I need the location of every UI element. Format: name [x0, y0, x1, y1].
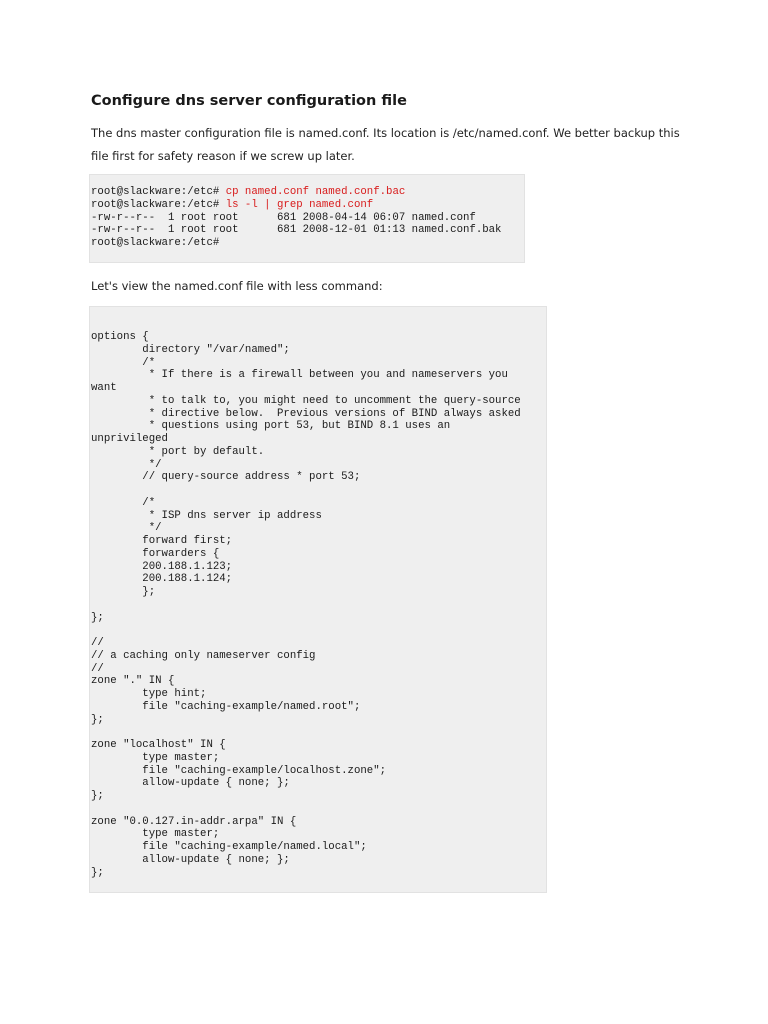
named-conf-listing: options { directory "/var/named"; /* * If there is a firewall between you and nameservers you want * to talk to, you might need to uncomment the query-source * directive below. Previous versions of BIND always asked * questions using port 53, but BIND 8.1 uses an unprivileged * port by default. */ // query-source address * port 53; /* * ISP dns server ip address */ forward first; forwarders { 200.188.1.123; 200.188.1.124; }; }; // // a caching only nameserver config // zone "." IN { type hint; file "caching-example/named.root"; }; zone "localhost" IN { type master; file "caching-example/localhost.zone"; allow-update { none; }; }; zone "0.0.127.in-addr.arpa" IN { type master; file "caching-example/named.local"; allow-update { none; }; }; [91, 331, 521, 879]
terminal-prompt: root@slackware:/etc# [91, 237, 220, 249]
terminal-command: cp named.conf named.conf.bac [225, 186, 406, 198]
config-code-block [89, 306, 547, 893]
terminal-line [91, 186, 501, 199]
terminal-line [91, 237, 501, 250]
terminal-prompt: root@slackware:/etc# [91, 198, 226, 211]
intro-paragraph [91, 122, 691, 168]
view-paragraph: Let's view the named.conf file with less command: [91, 279, 383, 293]
terminal-output [91, 186, 501, 250]
terminal-prompt: root@slackware:/etc# [91, 186, 226, 198]
terminal-code-block [89, 174, 525, 263]
intro-line-1: The dns master configuration file is named.conf. Its location is /etc/named.conf. We better backup this [91, 126, 680, 140]
terminal-output-text: -rw-r--r-- 1 root root 681 2008-04-14 06:07 named.conf [91, 211, 476, 224]
page-title: Configure dns server configuration file [91, 93, 407, 109]
terminal-line [91, 199, 501, 212]
intro-line-2: file first for safety reason if we screw up later. [91, 149, 355, 163]
terminal-line [91, 224, 501, 237]
terminal-line [91, 212, 501, 225]
terminal-output-text: -rw-r--r-- 1 root root 681 2008-12-01 01:13 named.conf.bak [91, 224, 502, 237]
terminal-command: ls -l | grep named.conf [225, 198, 374, 211]
